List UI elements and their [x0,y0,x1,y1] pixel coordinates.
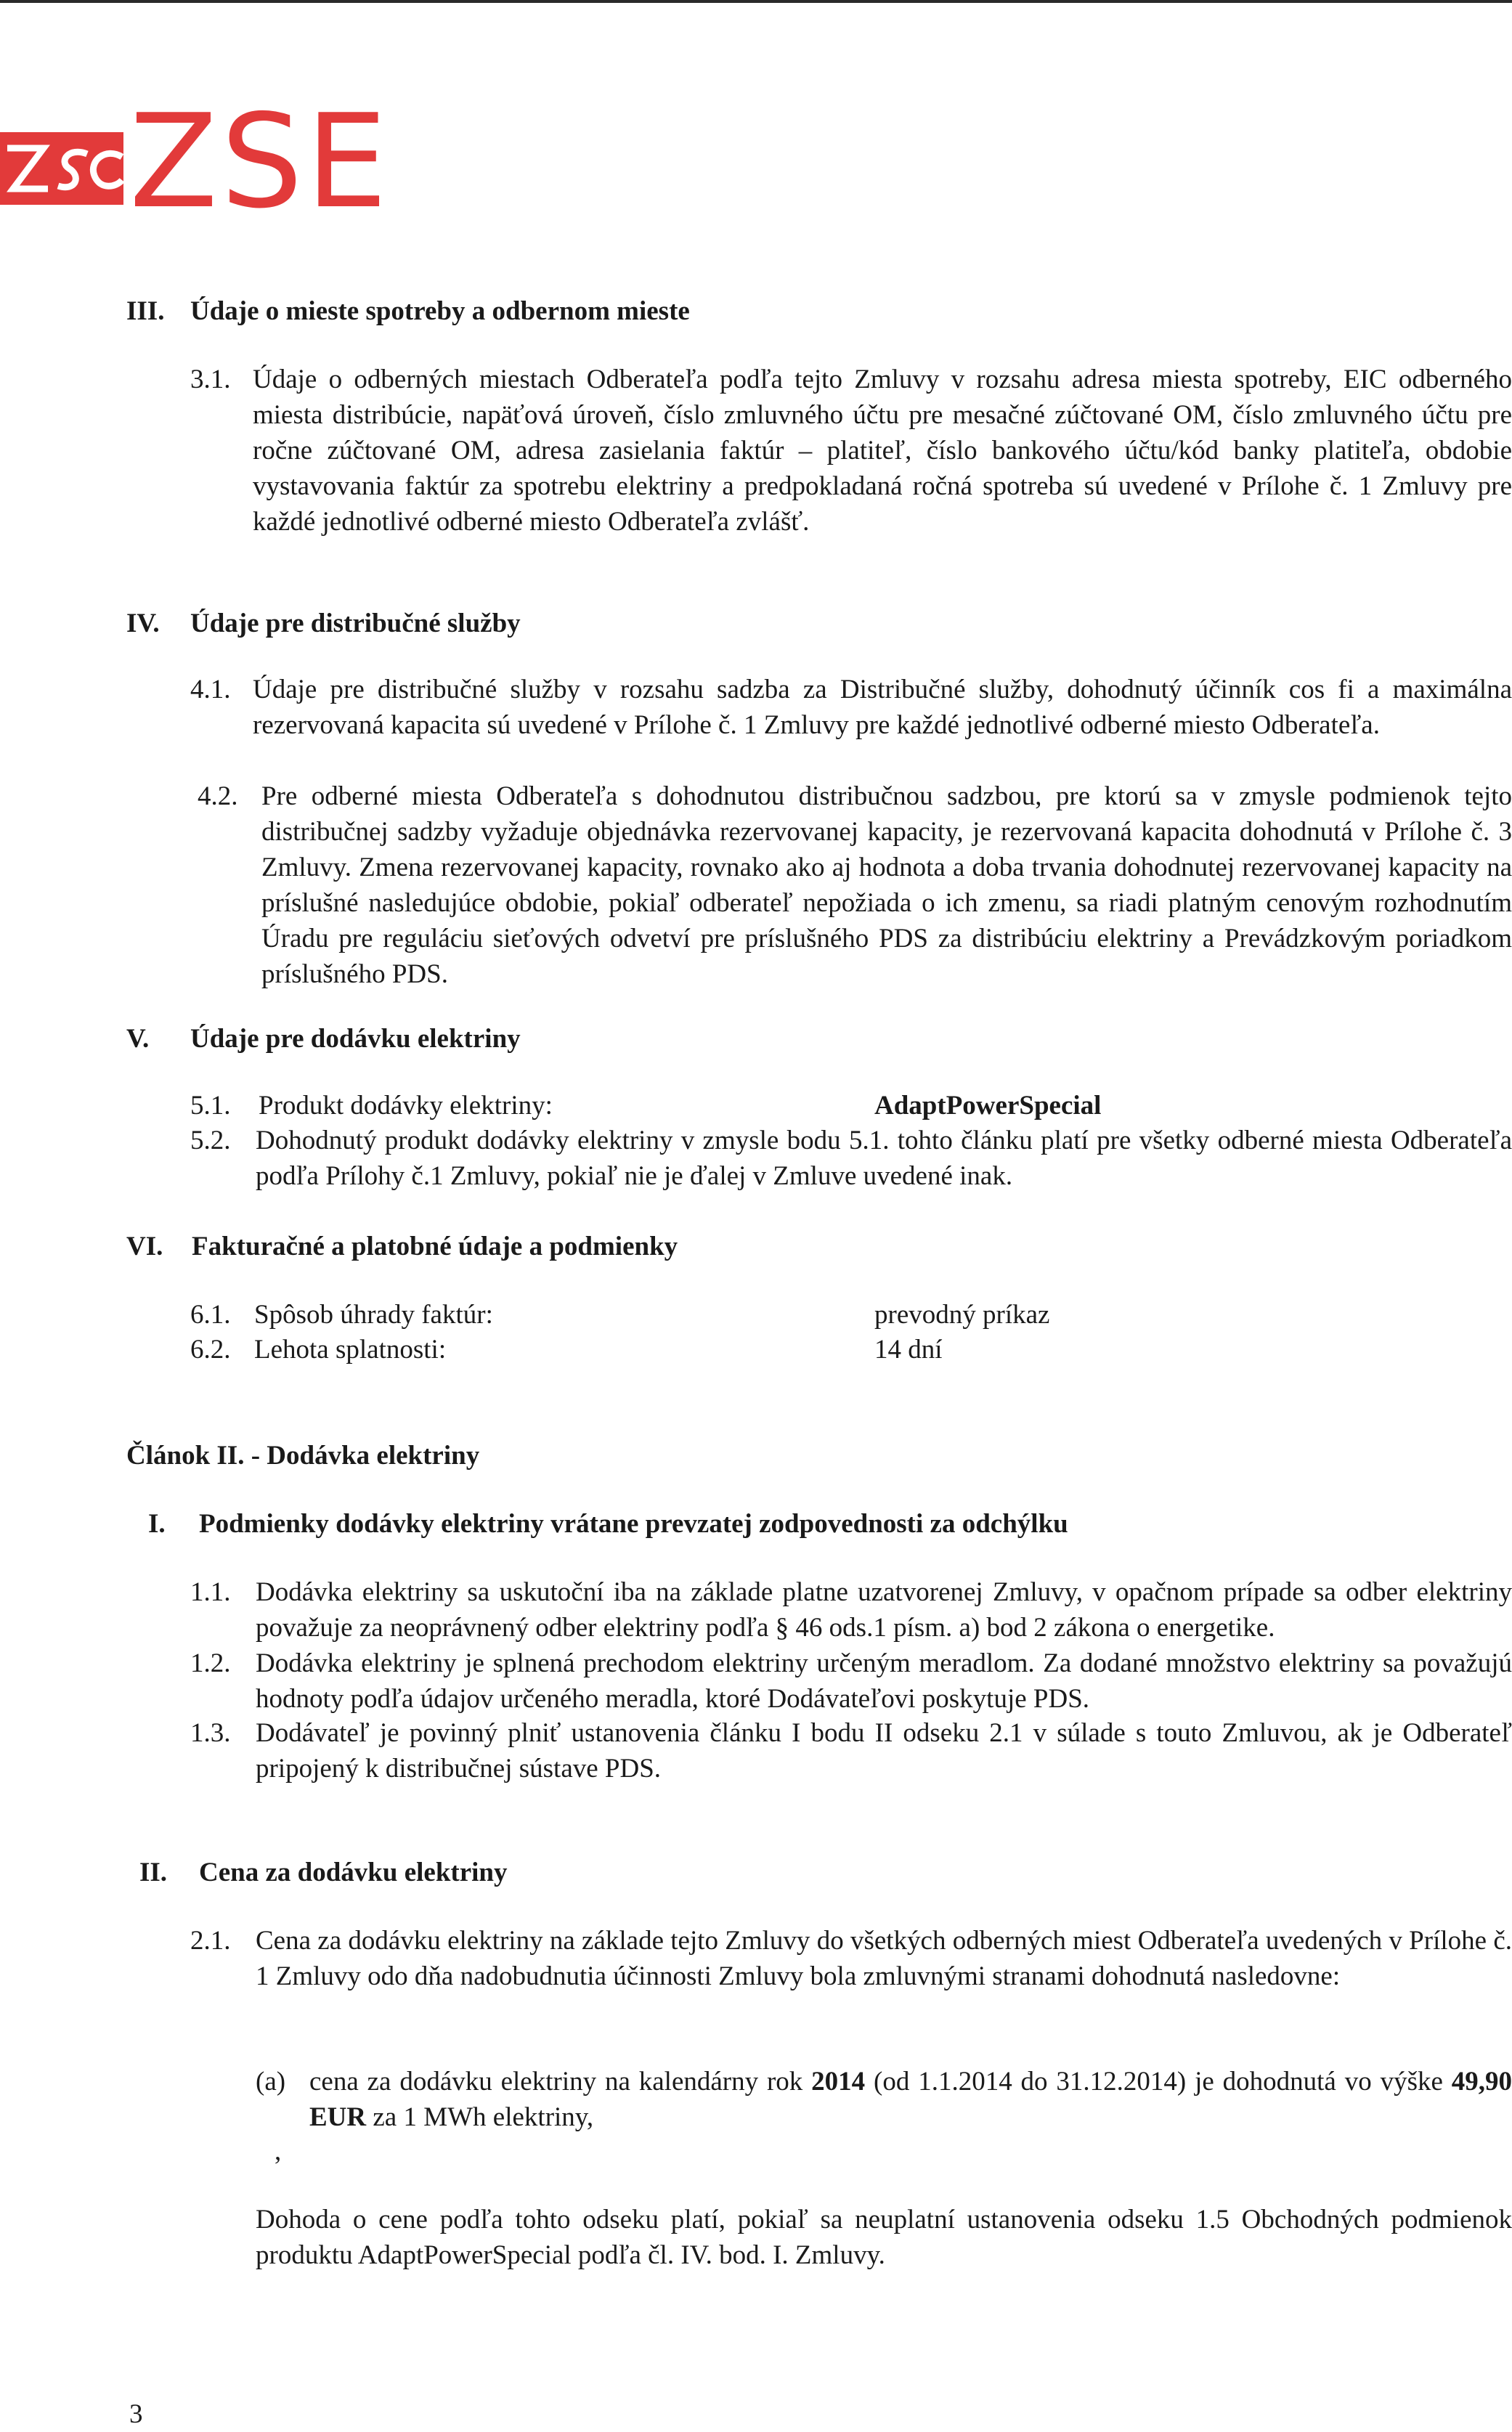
section-5-title: Údaje pre dodávku elektriny [190,1024,521,1054]
item-3-1-number: 3.1. [190,365,231,394]
logo-text: ZSE [129,86,391,237]
item-1-3-text: Dodávateľ je povinný plniť ustanovenia článku I bodu II odseku 2.1 v súlade s touto Zmluvou, ak je Odberateľ pripojený k distribučnej sústave PDS. [256,1718,1512,1784]
item-5-1-label: Produkt dodávky elektriny: [259,1091,553,1121]
price-agreement-text: Dohoda o cene podľa tohto odseku platí, pokiaľ sa neuplatní ustanovenia odseku 1.5 Obchodných podmienok produktu AdaptPowerSpecial podľa čl. IV. bod. I. Zmluvy. [256,2205,1512,2270]
item-4-2-number: 4.2. [198,781,238,811]
item-5-1-value: AdaptPowerSpecial [874,1091,1102,1121]
sub-item-a-price: 49,90 EUR [309,2067,1512,2132]
section-5-label: V. [126,1024,150,1054]
item-1-2-text: Dodávka elektriny je splnená prechodom elektriny určeným meradlom. Za dodané množstvo elektriny sa považujú hodnoty podľa údajov určeného meradla, ktoré Dodávateľovi poskytuje PDS. [256,1648,1512,1714]
section-6-label: VI. [126,1232,163,1261]
section-4-title: Údaje pre distribučné služby [190,609,521,638]
item-6-2-value: 14 dní [874,1335,943,1365]
item-3-1-text: Údaje o odberných miestach Odberateľa podľa tejto Zmluvy v rozsahu adresa miesta spotreby, EIC odberného miesta distribúcie, napäťová úroveň, číslo zmluvného účtu pre mesačné zúčtované OM, číslo zmluvného účtu pre ročne zúčtované OM, adresa zasielania faktúr – platiteľ, číslo bankového účtu/kód banky platiteľa, obdobie vystavovania faktúr za spotrebu elektriny a predpokladaná ročná spotreba sú uvedené v Prílohe č. 1 Zmluvy pre každé jednotlivé odberné miesto Odberateľa zvlášť. [253,365,1512,537]
item-4-2-text: Pre odberné miesta Odberateľa s dohodnutou distribučnou sadzbou, pre ktorú sa v zmysle podmienok tejto distribučnej sadzby vyžaduje objednávka rezervovanej kapacity, je rezervovaná kapacita dohodnutá v Prílohe č. 3 Zmluvy. Zmena rezervovanej kapacity, rovnako ako aj hodnota a doba trvania dohodnutej rezervovanej kapacity na príslušné nasledujúce obdobie, pokiaľ odberateľ nepožiada o ich zmenu, sa riadi platným cenovým rozhodnutím Úradu pre reguláciu sieťových odvetví pre príslušného PDS za distribúciu elektriny a Prevádzkovým poriadkom príslušného PDS. [261,781,1512,989]
item-6-1-label: Spôsob úhrady faktúr: [254,1300,493,1330]
sub-item-a-post: za 1 MWh elektriny, [366,2102,594,2132]
item-1-3-number: 1.3. [190,1718,231,1748]
article-2-title: Článok II. - Dodávka elektriny [126,1441,480,1471]
page-number: 3 [129,2399,143,2429]
top-border [0,0,1512,3]
sub-item-a-pre: cena za dodávku elektriny na kalendárny rok [309,2067,812,2097]
article-2-section-1-title: Podmienky dodávky elektriny vrátane prevzatej zodpovednosti za odchýlku [199,1509,1068,1539]
item-1-1-number: 1.1. [190,1577,231,1607]
sub-item-a-mid: (od 1.1.2014 do 31.12.2014) je dohodnutá vo výške [865,2067,1452,2097]
item-6-2-number: 6.2. [190,1335,231,1365]
section-4-label: IV. [126,609,160,638]
item-5-2-number: 5.2. [190,1126,231,1155]
section-6-title: Fakturačné a platobné údaje a podmienky [192,1232,678,1261]
zse-logo-mark-icon [0,132,123,205]
sub-item-a-label: (a) [256,2067,286,2097]
item-5-1-number: 5.1. [190,1091,231,1121]
item-4-1-number: 4.1. [190,675,231,704]
section-3-label: III. [126,296,165,326]
stray-comma: , [275,2136,282,2166]
item-6-1-number: 6.1. [190,1300,231,1330]
item-1-2-number: 1.2. [190,1648,231,1678]
section-3-title: Údaje o mieste spotreby a odbernom mieste [190,296,690,326]
item-4-1-text: Údaje pre distribučné služby v rozsahu sadzba za Distribučné služby, dohodnutý účinník cos fi a maximálna rezervovaná kapacita sú uvedené v Prílohe č. 1 Zmluvy pre každé jednotlivé odberné miesto Odberateľa. [253,675,1512,740]
article-2-section-1-label: I. [148,1509,166,1539]
item-5-2-text: Dohodnutý produkt dodávky elektriny v zmysle bodu 5.1. tohto článku platí pre všetky odberné miesta Odberateľa podľa Prílohy č.1 Zmluvy, pokiaľ nie je ďalej v Zmluve uvedené inak. [256,1126,1512,1191]
item-6-2-label: Lehota splatnosti: [254,1335,447,1365]
sub-item-a-year: 2014 [811,2067,866,2097]
item-6-1-value: prevodný príkaz [874,1300,1050,1330]
item-2-1-number: 2.1. [190,1926,231,1956]
article-2-section-2-label: II. [139,1858,168,1887]
article-2-section-2-title: Cena za dodávku elektriny [199,1858,508,1887]
sub-item-a-text [309,2064,1512,2135]
item-1-1-text: Dodávka elektriny sa uskutoční iba na základe platne uzatvorenej Zmluvy, v opačnom prípade sa odber elektriny považuje za neoprávnený odber elektriny podľa § 46 ods.1 písm. a) bod 2 zákona o energetike. [256,1577,1512,1643]
item-2-1-text: Cena za dodávku elektriny na základe tejto Zmluvy do všetkých odberných miest Odberateľa uvedených v Prílohe č. 1 Zmluvy odo dňa nadobudnutia účinnosti Zmluvy bola zmluvnými stranami dohodnutá nasledovne: [256,1926,1512,1991]
